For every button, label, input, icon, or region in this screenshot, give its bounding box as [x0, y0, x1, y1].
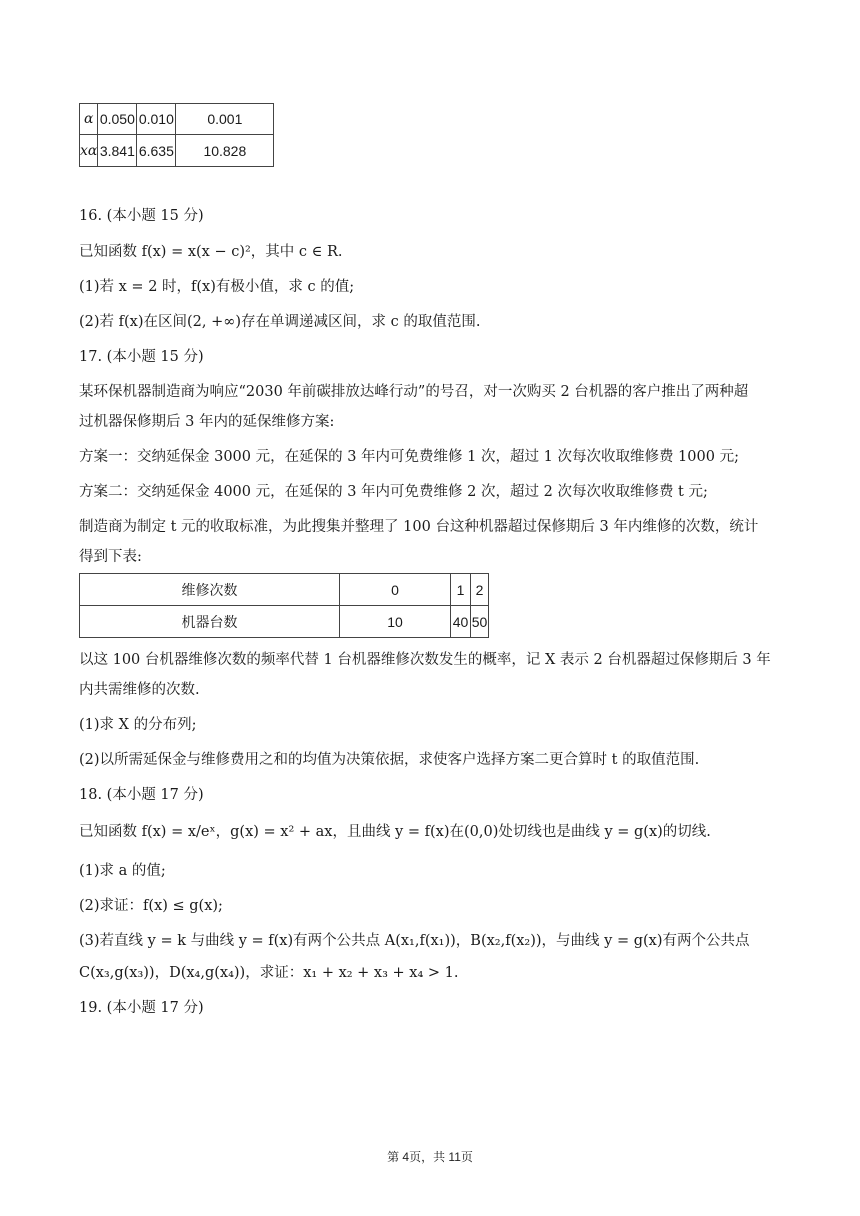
question-17-plan-1: 方案一：交纳延保金 3000 元，在延保的 3 年内可免费维修 1 次，超过 1 次每次收取维修费 1000 元;: [79, 449, 739, 465]
question-17-text: 某环保机器制造商为响应“2030 年前碳排放达峰行动”的号召，对一次购买 2 台机器的客户推出了两种超: [79, 384, 749, 400]
table-cell: 3.841: [98, 135, 137, 167]
table-row: [80, 104, 274, 135]
table-row: [80, 574, 489, 606]
question-17-text: 内共需维修的次数.: [79, 682, 200, 698]
question-19-header: 19. (本小题 17 分): [79, 1000, 204, 1016]
table-cell: α: [80, 104, 98, 135]
table-cell: 机器台数: [80, 606, 340, 638]
question-17-text: 制造商为制定 t 元的收取标准，为此搜集并整理了 100 台这种机器超过保修期后 3 年内维修的次数，统计: [79, 519, 759, 535]
table-cell: 0: [340, 574, 451, 606]
question-17-text: 得到下表:: [79, 549, 142, 565]
question-18-part-3: (3)若直线 y = k 与曲线 y = f(x)有两个公共点 A(x₁,f(x₁))，B(x₂,f(x₂))，与曲线 y = g(x)有两个公共点: [79, 933, 750, 949]
table-cell: xα: [80, 135, 98, 167]
question-18-header: 18. (本小题 17 分): [79, 787, 204, 803]
question-18-part-1: (1)求 a 的值;: [79, 863, 166, 879]
table-cell: 0.050: [98, 104, 137, 135]
question-18-part-2: (2)求证：f(x) ≤ g(x);: [79, 898, 223, 914]
repair-count-table: [79, 573, 489, 638]
question-16-stem: 已知函数 f(x) = x(x − c)²，其中 c ∈ R.: [79, 244, 343, 260]
question-18-stem: 已知函数 f(x) = x/eˣ，g(x) = x² + ax，且曲线 y = f(x)在(0,0)处切线也是曲线 y = g(x)的切线.: [79, 824, 711, 840]
table-cell: 6.635: [137, 135, 176, 167]
question-17-text: 以这 100 台机器维修次数的频率代替 1 台机器维修次数发生的概率，记 X 表示 2 台机器超过保修期后 3 年: [79, 652, 771, 668]
question-16-part-2: (2)若 f(x)在区间(2, +∞)存在单调递减区间，求 c 的取值范围.: [79, 314, 481, 330]
question-16-header: 16. (本小题 15 分): [79, 208, 204, 224]
question-17-part-1: (1)求 X 的分布列;: [79, 717, 197, 733]
table-cell: 10: [340, 606, 451, 638]
table-cell: 维修次数: [80, 574, 340, 606]
table-cell: 40: [451, 606, 471, 638]
question-17-header: 17. (本小题 15 分): [79, 349, 204, 365]
table-cell: 10.828: [176, 135, 274, 167]
table-row: [80, 606, 489, 638]
table-cell: 2: [471, 574, 489, 606]
table-cell: 0.010: [137, 104, 176, 135]
critical-value-table: [79, 103, 274, 167]
table-row: [80, 135, 274, 167]
table-cell: 50: [471, 606, 489, 638]
question-17-text: 过机器保修期后 3 年内的延保维修方案:: [79, 414, 335, 430]
page-footer: 第 4页，共 11页: [387, 1150, 473, 1164]
question-16-part-1: (1)若 x = 2 时，f(x)有极小值，求 c 的值;: [79, 279, 355, 295]
question-17-part-2: (2)以所需延保金与维修费用之和的均值为决策依据，求使客户选择方案二更合算时 t 的取值范围.: [79, 752, 700, 768]
table-cell: 1: [451, 574, 471, 606]
table-cell: 0.001: [176, 104, 274, 135]
question-17-plan-2: 方案二：交纳延保金 4000 元，在延保的 3 年内可免费维修 2 次，超过 2 次每次收取维修费 t 元;: [79, 484, 708, 500]
question-18-part-3-cont: C(x₃,g(x₃))，D(x₄,g(x₄))，求证：x₁ + x₂ + x₃ + x₄ > 1.: [79, 965, 459, 981]
